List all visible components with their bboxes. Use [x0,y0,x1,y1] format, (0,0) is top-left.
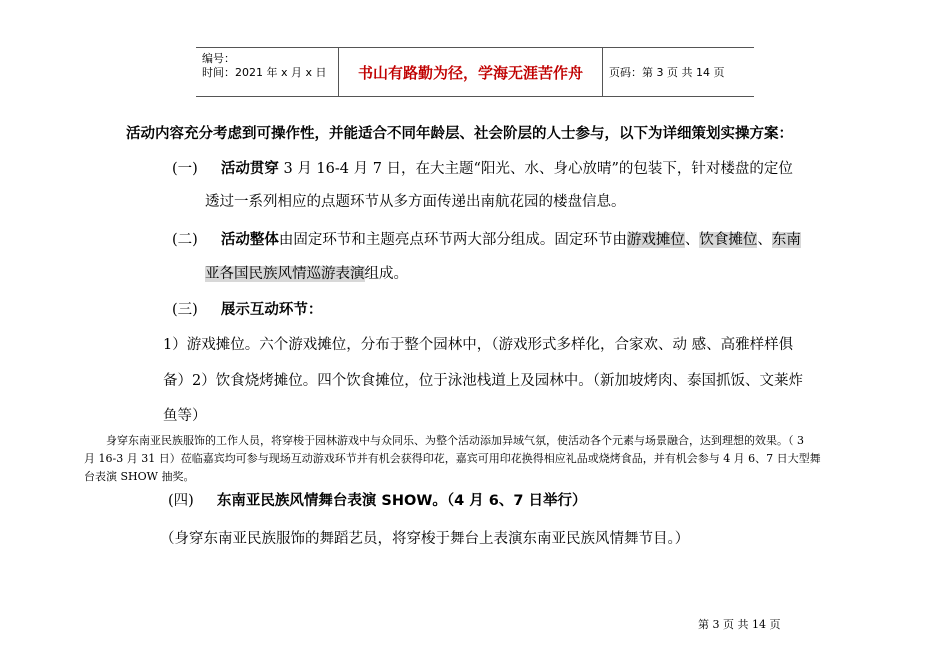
section-4-line [168,489,586,510]
number-label: 编号： [202,52,235,65]
intro-text: 活动内容充分考虑到可操作性，并能适合不同年龄层、社会阶层的人士参与，以下为详细策划实操方案： [126,126,793,142]
section-4-number: (四) [168,493,194,509]
section-1-number: (一) [172,161,198,177]
separator: 、 [757,232,772,248]
header-motto: 书山有路勤为径，学海无涯苦作舟 [339,48,603,96]
section-2-title: 活动整体 [220,232,279,248]
section-1-title: 活动贯穿 [220,161,279,177]
section-1-text-2: 透过一系列相应的点题环节从多方面传递出南航花园的楼盘信息。 [205,194,626,210]
section-3-title: 展示互动环节： [220,302,323,318]
section-2-line-1 [172,228,801,249]
section-2-line-2 [205,262,408,283]
section-2-number: (二) [172,232,198,248]
paragraph-line-3: 鱼等） [163,408,207,424]
header-page-label: 页码：第 3 页 共 14 页 [609,66,725,79]
section-2-text-b: 组成。 [364,266,408,282]
section-3-number: (三) [172,302,198,318]
section-1-line-1 [172,157,793,178]
highlight-parade-a: 东南 [771,232,801,248]
header-meta [196,48,339,96]
section-2-text-a: 由固定环节和主题亮点环节两大部分组成。固定环节由 [278,232,627,248]
paragraph-line-1: 1）游戏摊位。六个游戏摊位，分布于整个园林中，（游戏形式多样化，合家欢、动 感、高雅样样俱 [163,337,794,353]
section-1-text-1: 3 月 16-4 月 7 日，在大主题“阳光、水、身心放晴”的包装下，针对楼盘的定位 [278,161,793,177]
paragraph-line-2: 备）2）饮食烧烤摊位。四个饮食摊位，位于泳池栈道上及园林中。（新加坡烤肉、泰国抓饭、文莱炸 [163,373,803,389]
small-text-line-3: 台表演 SHOW 抽奖。 [84,470,195,483]
date-label: 时间：2021 年 x 月 x 日 [202,66,327,79]
page-header [196,47,754,97]
section-4-title: 东南亚民族风情舞台表演 SHOW。（4 月 6、7 日举行） [216,493,587,509]
section-4-text: （身穿东南亚民族服饰的舞蹈艺员，将穿梭于舞台上表演东南亚民族风情舞节目。） [160,531,690,547]
separator: 、 [684,232,700,248]
highlight-food-booth: 饮食摊位 [699,232,758,248]
highlight-game-booth: 游戏摊位 [626,232,685,248]
small-text-line-2: 月 16-3 月 31 日）莅临嘉宾均可参与现场互动游戏环节并有机会获得印花，嘉宾可用印花换得相应礼品或烧烤食品，并有机会参与 4 月 6、7 日大型舞 [84,452,821,465]
page-footer: 第 3 页 共 14 页 [698,618,781,631]
section-3-line [172,298,322,319]
small-text-line-1: 身穿东南亚民族服饰的工作人员，将穿梭于园林游戏中与众同乐、为整个活动添加异域气氛，使活动各个元素与场景融合，达到理想的效果。（ 3 [106,434,804,447]
highlight-parade-b: 亚各国民族风情巡游表演 [205,266,365,282]
